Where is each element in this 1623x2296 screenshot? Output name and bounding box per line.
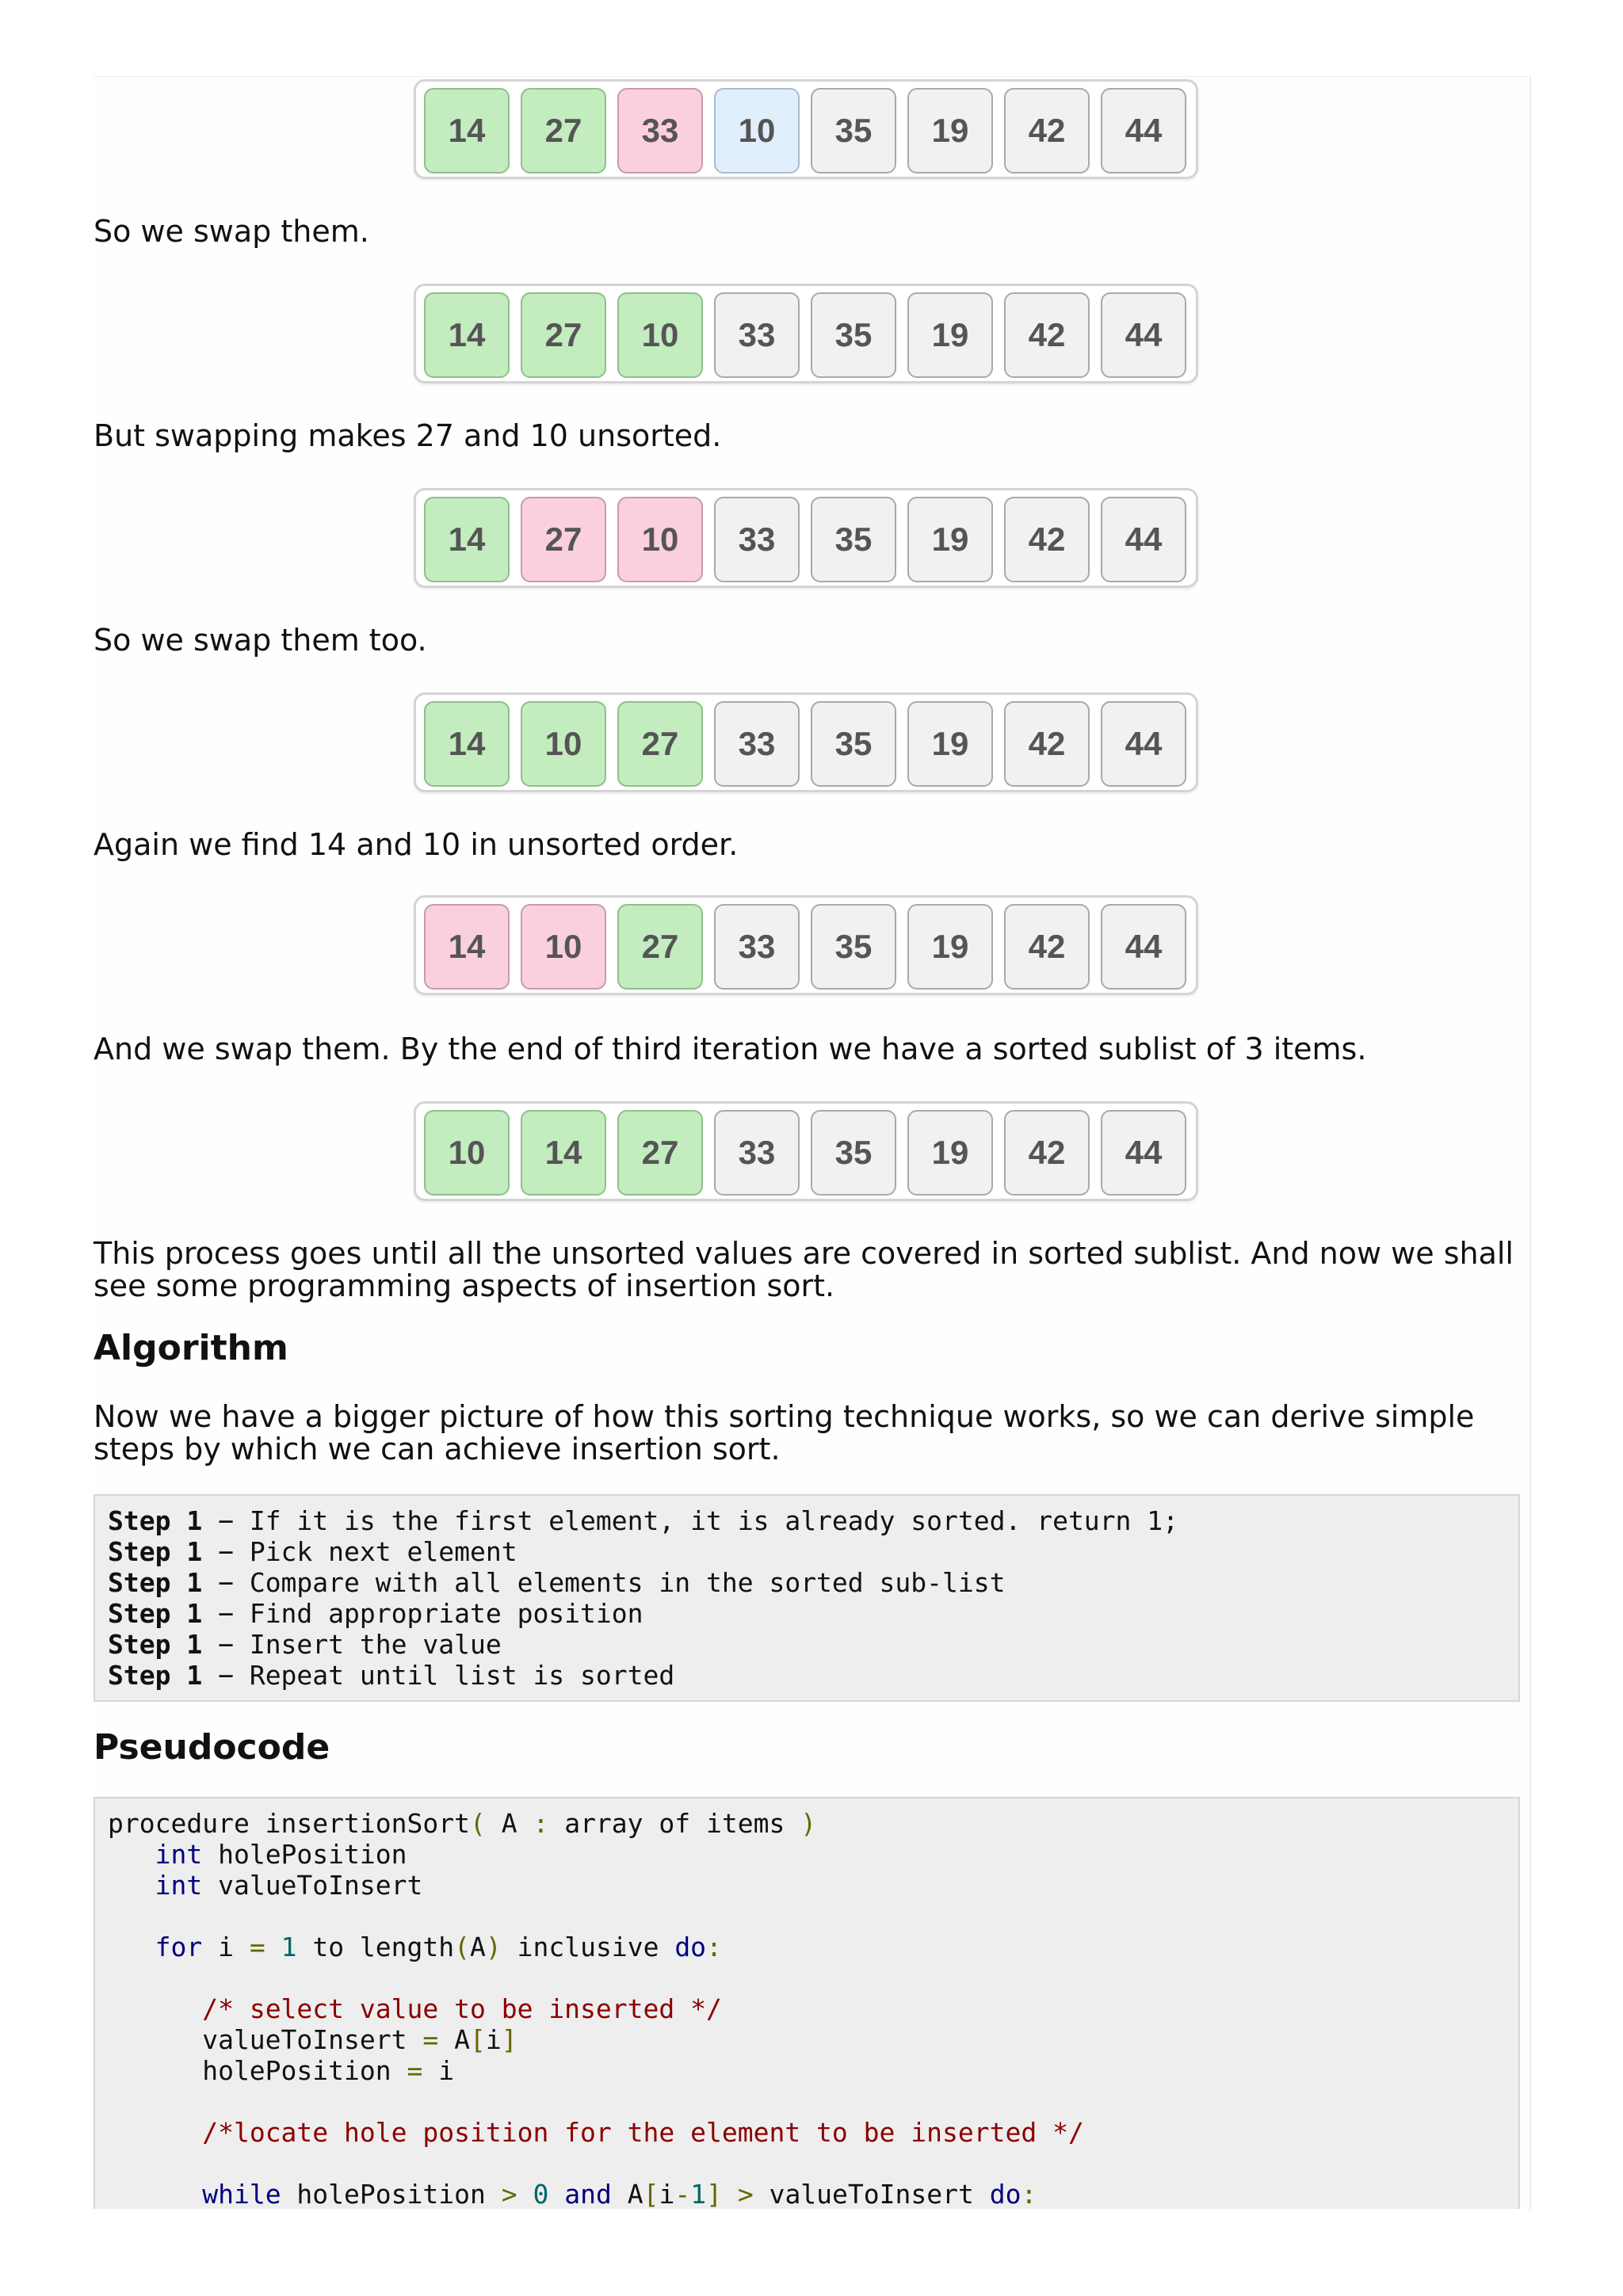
- array-cell: 44: [1101, 904, 1186, 990]
- code-token: i: [422, 2055, 455, 2086]
- code-token: -: [674, 2179, 691, 2209]
- code-token: to length: [296, 1932, 455, 1962]
- code-token: valueToInsert: [108, 2024, 423, 2055]
- code-token: [517, 2179, 533, 2209]
- array-cell: 10: [617, 292, 703, 378]
- paragraph-bigger-picture: Now we have a bigger picture of how this sorting technique works, so we can derive simple steps by which we can achieve insertion sort.: [94, 1399, 1475, 1466]
- code-token: A: [470, 1932, 486, 1962]
- array-cell: 14: [424, 88, 510, 174]
- step-line: [108, 1629, 1506, 1660]
- step-line: [108, 1567, 1506, 1598]
- array-cell: 14: [424, 904, 510, 990]
- array-cell: 27: [521, 497, 606, 582]
- code-token: (: [454, 1932, 471, 1962]
- step-line: [108, 1505, 1506, 1536]
- array-cell: 33: [714, 904, 800, 990]
- heading-pseudocode: Pseudocode: [94, 1727, 330, 1768]
- code-token: =: [407, 2055, 423, 2086]
- code-token: while: [202, 2179, 281, 2209]
- code-line: [108, 1993, 1506, 2024]
- code-token: [108, 1839, 155, 1870]
- array-diagram-1: [414, 79, 1198, 179]
- array-cell: 19: [907, 701, 993, 787]
- code-token: valueToInsert: [753, 2179, 990, 2209]
- step-label: Step 1: [108, 1505, 203, 1536]
- array-cell: 19: [907, 497, 993, 582]
- code-token: >: [501, 2179, 517, 2209]
- array-cell: 35: [811, 904, 896, 990]
- code-line: [108, 2055, 1506, 2086]
- code-token: inclusive: [501, 1932, 675, 1962]
- code-token: [: [643, 2179, 659, 2209]
- code-line: [108, 1808, 1506, 1839]
- step-text: − Insert the value: [202, 1629, 502, 1660]
- code-token: /*locate hole position for the element to be inserted */: [202, 2117, 1084, 2148]
- array-cell: 42: [1004, 701, 1090, 787]
- step-text: − Repeat until list is sorted: [202, 1660, 675, 1691]
- array-cell: 33: [714, 701, 800, 787]
- array-cell: 42: [1004, 292, 1090, 378]
- array-cell: 42: [1004, 497, 1090, 582]
- step-text: − Pick next element: [202, 1536, 517, 1567]
- array-cell: 42: [1004, 1110, 1090, 1196]
- code-line: [108, 1839, 1506, 1870]
- array-cell: 27: [617, 701, 703, 787]
- array-cell: 35: [811, 292, 896, 378]
- array-cell: 10: [424, 1110, 510, 1196]
- code-token: i: [485, 2024, 502, 2055]
- code-token: and: [564, 2179, 612, 2209]
- step-text: − Find appropriate position: [202, 1598, 643, 1629]
- code-token: [108, 1932, 155, 1962]
- code-line: [108, 1932, 1506, 1962]
- code-token: int: [155, 1870, 203, 1901]
- step-label: Step 1: [108, 1629, 203, 1660]
- array-diagram-3: [414, 488, 1198, 588]
- code-token: ): [800, 1808, 817, 1839]
- paragraph-again: Again we find 14 and 10 in unsorted order.: [94, 827, 739, 862]
- step-line: [108, 1660, 1506, 1691]
- code-token: :: [1021, 2179, 1037, 2209]
- code-token: array of items: [548, 1808, 801, 1839]
- code-token: A: [611, 2179, 643, 2209]
- array-cell: 42: [1004, 904, 1090, 990]
- code-token: [108, 1870, 155, 1901]
- code-token: 1: [281, 1932, 297, 1962]
- array-cell: 33: [617, 88, 703, 174]
- algorithm-steps-code: [94, 1494, 1520, 1702]
- code-token: i: [659, 2179, 675, 2209]
- array-cell: 44: [1101, 701, 1186, 787]
- step-label: Step 1: [108, 1567, 203, 1598]
- array-diagram-5: [414, 895, 1198, 995]
- step-label: Step 1: [108, 1598, 203, 1629]
- step-label: Step 1: [108, 1660, 203, 1691]
- paragraph-process: This process goes until all the unsorted values are covered in sorted sublist. And now we shall see some programming aspects of insertion sort.: [94, 1236, 1514, 1303]
- array-cell: 35: [811, 701, 896, 787]
- code-token: do: [989, 2179, 1022, 2209]
- step-line: [108, 1536, 1506, 1567]
- paragraph-swap: So we swap them.: [94, 214, 369, 249]
- code-token: i: [202, 1932, 250, 1962]
- array-cell: 27: [521, 292, 606, 378]
- code-token: 1: [690, 2179, 707, 2209]
- code-token: [548, 2179, 564, 2209]
- code-token: A: [485, 1808, 533, 1839]
- array-cell: 33: [714, 1110, 800, 1196]
- code-line: [108, 1962, 1506, 1993]
- array-diagram-6: [414, 1101, 1198, 1201]
- array-cell: 14: [521, 1110, 606, 1196]
- array-cell: 10: [714, 88, 800, 174]
- code-line: [108, 1870, 1506, 1901]
- array-diagram-4: [414, 692, 1198, 792]
- array-cell: 35: [811, 1110, 896, 1196]
- code-token: /* select value to be inserted */: [202, 1993, 722, 2024]
- array-cell: 33: [714, 497, 800, 582]
- code-line: [108, 2148, 1506, 2179]
- code-token: >: [737, 2179, 754, 2209]
- code-token: A: [438, 2024, 470, 2055]
- step-text: − Compare with all elements in the sorted sub-list: [202, 1567, 1006, 1598]
- paragraph-unsorted: But swapping makes 27 and 10 unsorted.: [94, 418, 722, 453]
- array-cell: 14: [424, 701, 510, 787]
- paragraph-swap-too: So we swap them too.: [94, 623, 427, 658]
- code-token: valueToInsert: [202, 1870, 423, 1901]
- code-token: procedure insertionSort: [108, 1808, 470, 1839]
- array-cell: 10: [521, 904, 606, 990]
- array-cell: 44: [1101, 88, 1186, 174]
- array-cell: 42: [1004, 88, 1090, 174]
- array-cell: 10: [521, 701, 606, 787]
- array-cell: 35: [811, 497, 896, 582]
- code-token: [108, 1993, 202, 2024]
- code-token: holePosition: [281, 2179, 502, 2209]
- code-token: =: [249, 1932, 265, 1962]
- code-token: [: [469, 2024, 486, 2055]
- code-token: :: [706, 1932, 722, 1962]
- code-token: ]: [706, 2179, 722, 2209]
- array-cell: 10: [617, 497, 703, 582]
- pseudocode-block: [94, 1797, 1520, 2209]
- array-cell: 27: [617, 904, 703, 990]
- code-token: int: [155, 1839, 203, 1870]
- code-token: [722, 2179, 738, 2209]
- code-token: :: [533, 1808, 549, 1839]
- array-cell: 27: [617, 1110, 703, 1196]
- code-token: do: [674, 1932, 707, 1962]
- array-diagram-2: [414, 284, 1198, 383]
- code-line: [108, 2086, 1506, 2117]
- code-line: [108, 1901, 1506, 1932]
- array-cell: 33: [714, 292, 800, 378]
- code-token: holePosition: [108, 2055, 407, 2086]
- array-cell: 14: [424, 292, 510, 378]
- code-token: [108, 2179, 202, 2209]
- array-cell: 14: [424, 497, 510, 582]
- code-line: [108, 2024, 1506, 2055]
- code-token: ): [485, 1932, 502, 1962]
- code-token: holePosition: [202, 1839, 407, 1870]
- array-cell: 19: [907, 292, 993, 378]
- code-token: (: [469, 1808, 486, 1839]
- array-cell: 19: [907, 88, 993, 174]
- step-label: Step 1: [108, 1536, 203, 1567]
- step-line: [108, 1598, 1506, 1629]
- array-cell: 19: [907, 1110, 993, 1196]
- code-token: 0: [533, 2179, 549, 2209]
- array-cell: 44: [1101, 1110, 1186, 1196]
- array-cell: 44: [1101, 292, 1186, 378]
- code-token: =: [422, 2024, 439, 2055]
- step-text: − If it is the first element, it is already sorted. return 1;: [202, 1505, 1179, 1536]
- paragraph-third-iteration: And we swap them. By the end of third iteration we have a sorted sublist of 3 items.: [94, 1032, 1367, 1066]
- code-line: [108, 2179, 1506, 2209]
- array-cell: 44: [1101, 497, 1186, 582]
- code-token: for: [155, 1932, 203, 1962]
- code-token: ]: [501, 2024, 517, 2055]
- heading-algorithm: Algorithm: [94, 1328, 288, 1368]
- array-cell: 35: [811, 88, 896, 174]
- code-token: [108, 2117, 202, 2148]
- code-line: [108, 2117, 1506, 2148]
- code-token: [265, 1932, 281, 1962]
- array-cell: 19: [907, 904, 993, 990]
- array-cell: 27: [521, 88, 606, 174]
